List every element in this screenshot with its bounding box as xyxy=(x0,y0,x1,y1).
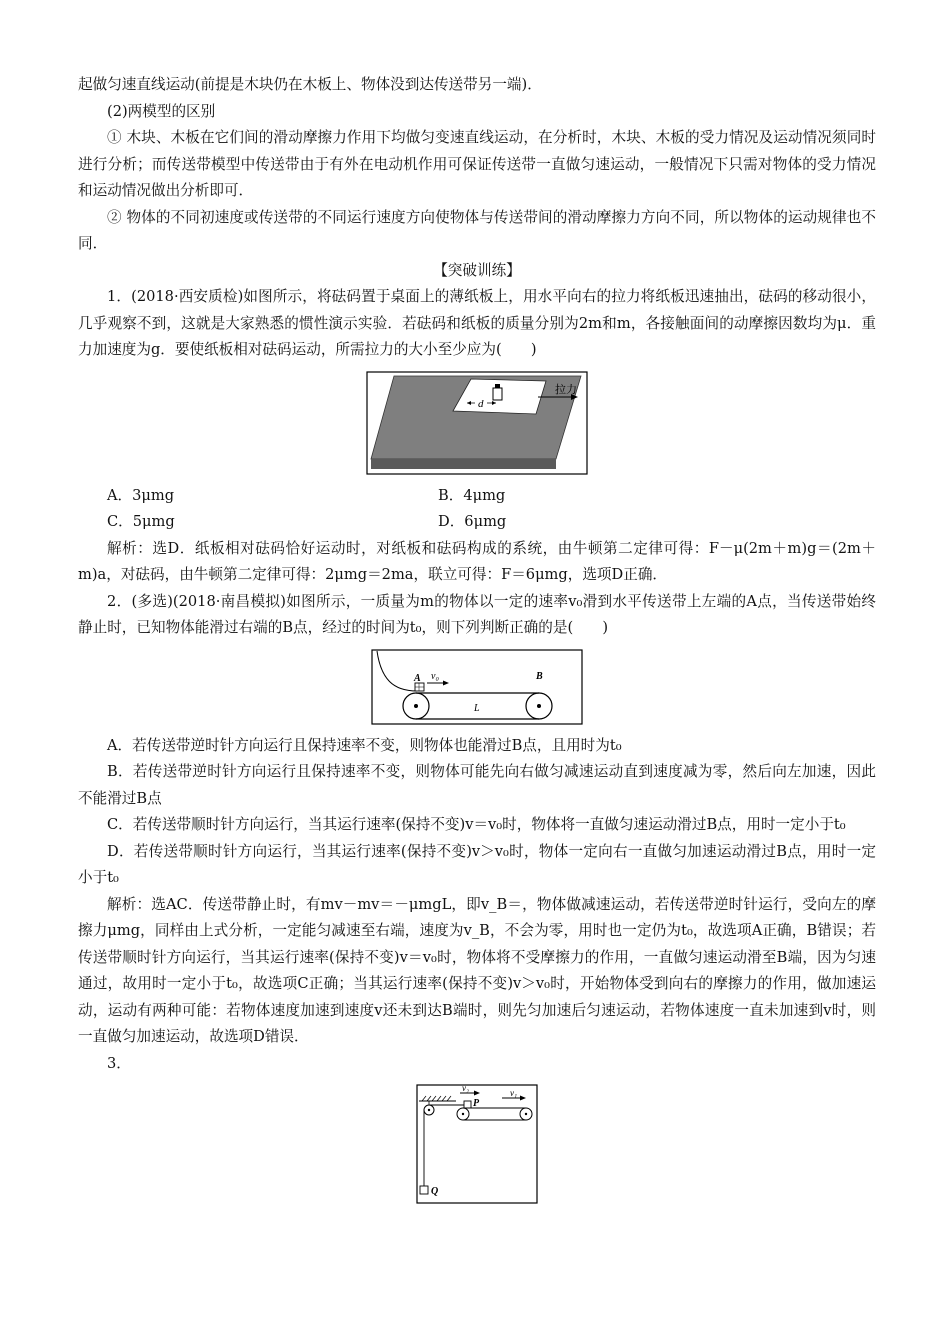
intro-line: 起做匀速直线运动(前提是木块仍在木板上、物体没到达传送带另一端)． xyxy=(78,76,542,93)
question-1-options-row-2 xyxy=(78,509,876,536)
velocity-v0-label: v₀ xyxy=(431,670,439,682)
question-1-options-row-1 xyxy=(78,483,876,510)
q2-option-c: C．若传送带顺时针方向运行，当其运行速率(保持不变)v＝v₀时，物体将一直做匀速运动滑过B点，用时一定小于t₀ xyxy=(107,816,846,833)
section-title: 【突破训练】 xyxy=(433,261,521,279)
velocity-v2-label: v₂ xyxy=(462,1084,470,1093)
difference-point-1: ① 木块、木板在它们间的滑动摩擦力作用下均做匀变速直线运动，在分析时，木块、木板的受力情况及运动情况须同时进行分析；而传送带模型中传送带由于有外在电动机作用可保证传送带一直做匀速运动，一般情况下只需对物体的受力情况和运动情况做出分析即可． xyxy=(78,129,876,199)
q1-option-d: D．6μmg xyxy=(438,513,507,530)
q1-option-b: B．4μmg xyxy=(438,486,506,504)
pull-force-label: 拉力 xyxy=(555,382,577,396)
length-l-label: L xyxy=(474,702,480,714)
question-2-figure xyxy=(371,649,583,725)
q1-option-a: A．3μmg xyxy=(107,486,175,504)
difference-point-2: ② 物体的不同初速度或传送带的不同运行速度方向使物体与传送带间的滑动摩擦力方向不同，所以物体的运动规律也不同． xyxy=(78,208,876,252)
question-2-analysis: 解析：选AC．传送带静止时，有mv－mv＝－μmgL，即v_B＝，物体做减速运动，若传送带逆时针运行，受向左的摩擦力μmg，同样由上式分析，一定能匀减速至右端，速度为v_B，不会为零，用时也一定仍为t₀，故选项A正确，B错误；若传送带顺时针方向运行，当其运行速率(保持不变)v＝v₀时，物体将不受摩擦力的作用，一直做匀速运动滑至B端，因为匀速通过，故用时一定小于t₀，故选项C正确；当其运行速率(保持不变)v＞v₀时，开始物体受到向右的摩擦力的作用，做加速运动，运动有两种可能：若物体速度加速到速度v还未到达B端时，则先匀加速后匀速运动，若物体速度一直未加速到v时，则一直做匀加速运动，故选项D错误． xyxy=(78,895,876,1045)
question-3-figure xyxy=(416,1084,538,1204)
document-page xyxy=(78,72,876,1212)
velocity-v1-label: v₁ xyxy=(510,1088,518,1098)
point-b-label: B xyxy=(536,670,543,682)
question-1-analysis: 解析：选D．纸板相对砝码恰好运动时，对纸板和砝码构成的系统，由牛顿第二定律可得：F－μ(2m＋m)g＝(2m＋m)a，对砝码，由牛顿第二定律可得：2μmg＝2ma，联立可得：F＝6μmg，选项D正确． xyxy=(78,539,876,583)
difference-heading: (2)两模型的区别 xyxy=(107,102,216,120)
question-3-stem: 3． xyxy=(107,1054,131,1072)
block-q-label: Q xyxy=(431,1186,439,1197)
block-p-label: P xyxy=(473,1098,480,1109)
q2-option-d: D．若传送带顺时针方向运行，当其运行速率(保持不变)v＞v₀时，物体一定向右一直做匀加速运动滑过B点，用时一定小于t₀ xyxy=(78,842,876,886)
question-1-stem: 1．(2018·西安质检)如图所示，将砝码置于桌面上的薄纸板上，用水平向右的拉力将纸板迅速抽出，砝码的移动很小，几乎观察不到，这就是大家熟悉的惯性演示实验．若砝码和纸板的质量分别为2m和m，各接触面间的动摩擦因数均为μ．重力加速度为g．要使纸板相对砝码运动，所需拉力的大小至少应为( ) xyxy=(78,288,876,358)
distance-d-label: d xyxy=(478,397,484,410)
q1-option-c: C．5μmg xyxy=(107,513,175,530)
point-a-label: A xyxy=(414,672,421,684)
question-2-stem: 2．(多选)(2018·南昌模拟)如图所示，一质量为m的物体以一定的速率v₀滑到水平传送带上左端的A点，当传送带始终静止时，已知物体能滑过右端的B点，经过的时间为t₀，则下列判断正确的是( ) xyxy=(78,592,876,636)
q2-option-a: A．若传送带逆时针方向运行且保持速率不变，则物体也能滑过B点，且用时为t₀ xyxy=(107,736,622,754)
q2-option-b: B．若传送带逆时针方向运行且保持速率不变，则物体可能先向右做匀减速运动直到速度减为零，然后向左加速，因此不能滑过B点 xyxy=(78,763,876,807)
question-1-figure xyxy=(366,371,588,475)
